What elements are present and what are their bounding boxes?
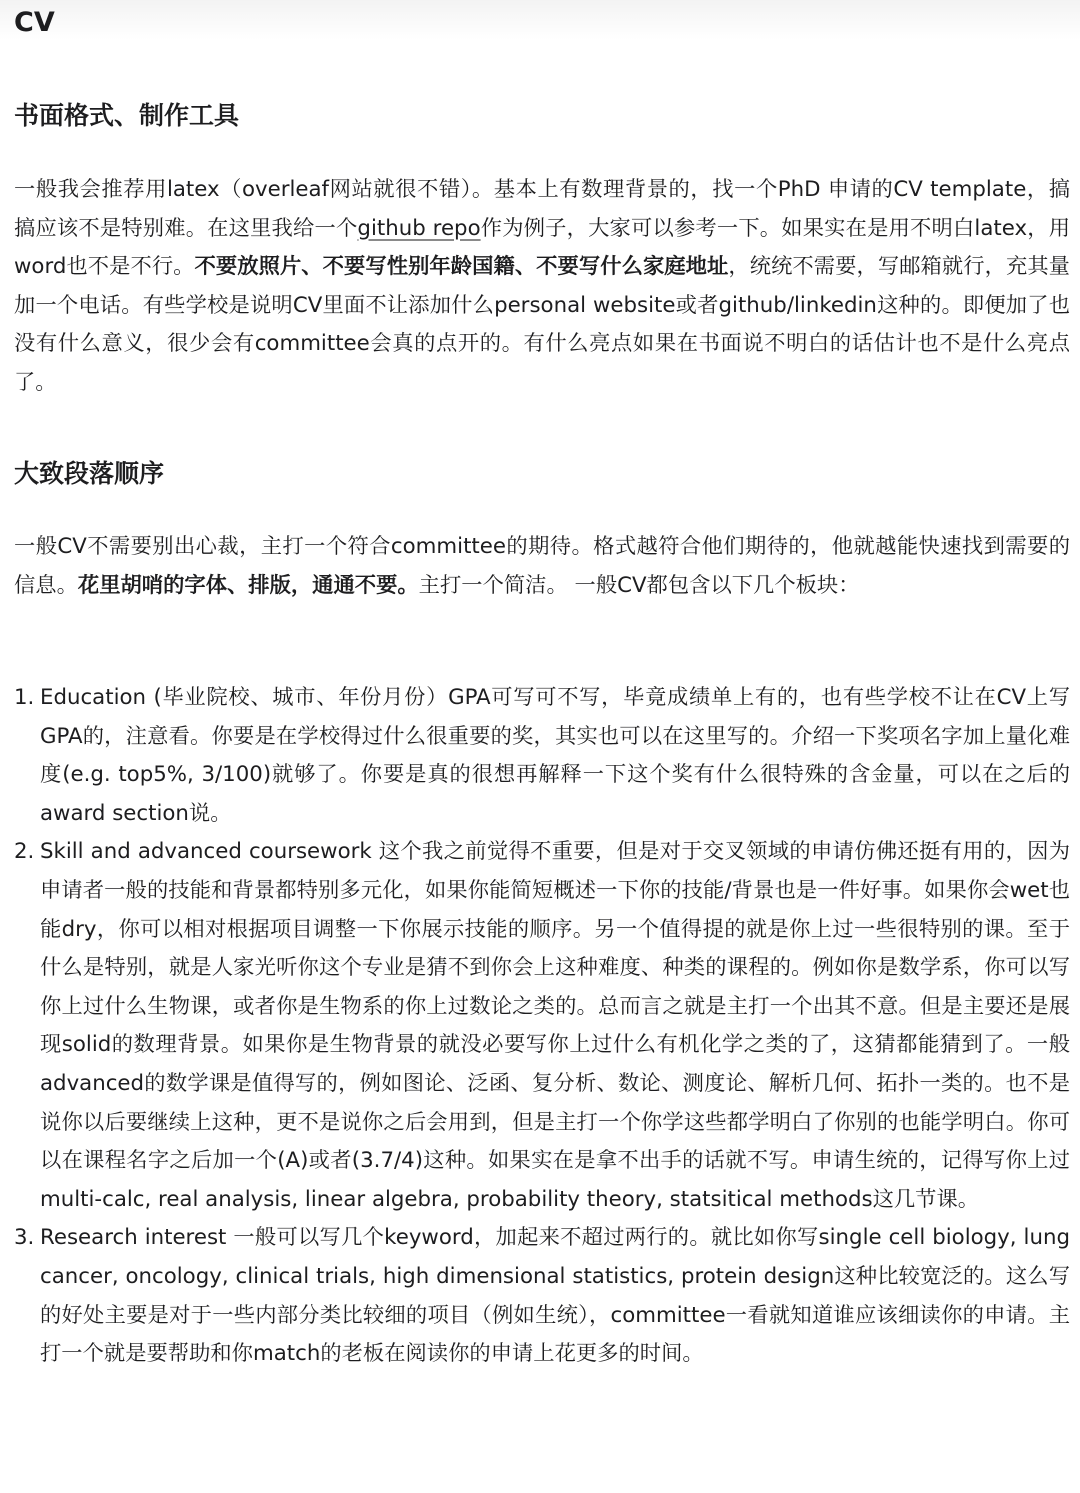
paragraph-text: 一般CV不需要别出心裁，主打一个符合committee的期待。格式越符合他们期待的，他就越能快速找到需要的信息。 <box>14 534 1070 598</box>
list-item <box>14 1219 1070 1373</box>
bold-emphasis: 花里胡哨的字体、排版，通通不要。 <box>77 572 419 598</box>
list-item-number: 3. <box>14 1225 35 1251</box>
section-heading-format-tools: 书面格式、制作工具 <box>14 101 240 130</box>
bold-emphasis: 不要放照片、不要写性别年龄国籍、不要写什么家庭地址 <box>194 254 729 280</box>
list-item-number: 2. <box>14 839 35 865</box>
list-item-text: Education (毕业院校、城市、年份月份）GPA可写可不写，毕竟成绩单上有的，也有些学校不让在CV上写GPA的，注意看。你要是在学校得过什么很重要的奖，其实也可以在这里写的。介绍一下奖项名字加上量化难度(e.g. top5%, 3/100)就够了。你要是真的很想再解释一下这个奖有什么很特殊的含金量，可以在之后的award section说。 <box>40 685 1070 826</box>
list-item <box>14 679 1070 833</box>
list-item-text: Skill and advanced coursework 这个我之前觉得不重要，但是对于交叉领域的申请仿佛还挺有用的，因为申请者一般的技能和背景都特别多元化，如果你能简短概述一下你的技能/背景也是一件好事。如果你会wet也能dry，你可以相对根据项目调整一下你展示技能的顺序。另一个值得提的就是你上过一些很特别的课。至于什么是特别，就是人家光听你这个专业是猜不到你会上这种难度、种类的课程的。例如你是数学系，你可以写你上过什么生物课，或者你是生物系的你上过数论之类的。总而言之就是主打一个出其不意。但是主要还是展现solid的数理背景。如果你是生物背景的就没必要写你上过什么有机化学之类的了，这猜都能猜到了。一般advanced的数学课是值得写的，例如图论、泛函、复分析、数论、测度论、解析几何、拓扑一类的。也不是说你以后要继续上这种，更不是说你之后会用到，但是主打一个你学这些都学明白了你别的也能学明白。你可以在课程名字之后加一个(A)或者(3.7/4)这种。如果实在是拿不出手的话就不写。申请生统的，记得写你上过multi-calc, real analysis, linear algebra, probability theory, statsitical methods这几节课。 <box>40 839 1070 1212</box>
paragraph-text: 一般我会推荐用latex（overleaf网站就很不错）。基本上有数理背景的，找一个PhD 申请的CV template，搞搞应该不是特别难。在这里我给一个 <box>14 177 1070 241</box>
list-item <box>14 833 1070 1219</box>
list-item-number: 1. <box>14 685 35 710</box>
paragraph-text: 作为例子，大家可以参考一下。如果实在是用不明白latex，用word也不是不行。 <box>14 215 1071 280</box>
top-bar-background <box>0 0 1080 40</box>
section-paragraph-order <box>14 528 1070 605</box>
section-heading-paragraph-order: 大致段落顺序 <box>14 459 165 488</box>
paragraph-text: ，统统不需要，写邮箱就行，充其量加一个电话。有些学校是说明CV里面不让添加什么personal website或者github/linkedin这种的。即便加了也没有什么意义，很少会有committee会真的点开的。有什么亮点如果在书面说不明白的话估计也不是什么亮点了。 <box>14 254 1070 395</box>
section-paragraph-format-tools <box>14 171 1070 403</box>
github-repo-link[interactable]: github repo <box>357 215 481 241</box>
document-title: CV <box>14 7 55 38</box>
list-item-text: Research interest 一般可以写几个keyword，加起来不超过两行的。就比如你写single cell biology, lung cancer, oncology, clinical trials, high dimensional statistics, protein design这种比较宽泛的。这么写的好处主要是对于一些内部分类比较细的项目（例如生统），committee一看就知道谁应该细读你的申请。主打一个就是要帮助和你match的老板在阅读你的申请上花更多的时间。 <box>40 1225 1070 1367</box>
cv-sections-list <box>14 679 1070 1374</box>
paragraph-text: 主打一个简洁。 一般CV都包含以下几个板块： <box>418 572 860 598</box>
